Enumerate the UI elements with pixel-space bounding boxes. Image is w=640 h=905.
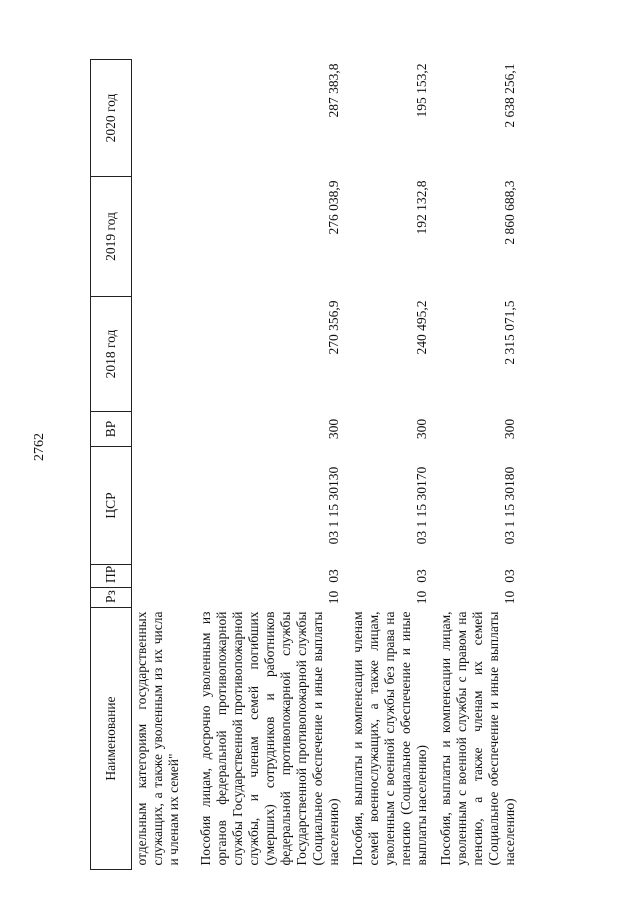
table-row <box>436 60 524 870</box>
row-name: отдельным категориям государственных служащих, а также уволенным из их числа и членам их семей" <box>134 611 181 866</box>
table-header-row <box>91 60 132 870</box>
row-csr: 03 1 15 30180 <box>501 466 517 545</box>
table-row <box>132 60 196 870</box>
row-csr <box>132 447 196 565</box>
row-rz: 10 <box>413 590 429 605</box>
row-csr: 03 1 15 30130 <box>325 466 341 545</box>
budget-table <box>90 59 524 870</box>
table-row <box>196 60 348 870</box>
header-2019: 2019 год <box>91 177 132 297</box>
rotated-page-content <box>90 60 600 870</box>
row-pr <box>132 565 196 588</box>
row-name: Пособия, выплаты и компенсации лицам, уволенным с военной службы с правом на пенсию, а также членам их семей (Социальное обеспечение и иные выплаты населению) <box>437 611 517 866</box>
table-row <box>348 60 436 870</box>
header-2018: 2018 год <box>91 297 132 412</box>
header-vr: ВР <box>91 412 132 447</box>
row-vr: 300 <box>413 418 429 440</box>
row-name: Пособия лицам, досрочно уволенным из органов федеральной противопожарной службы Государственной противопожарной службы, и членам семей погибших (умерших) сотрудников и работников федеральной противопожарной службы Государственной противопожарной службы (Социальное обеспечение и иные выплаты населению) <box>197 611 341 866</box>
header-csr: ЦСР <box>91 447 132 565</box>
row-2019 <box>132 177 196 297</box>
row-2018: 240 495,2 <box>413 300 429 355</box>
row-csr: 03 1 15 30170 <box>413 466 429 545</box>
header-pr: ПР <box>91 565 132 588</box>
row-2019: 192 132,8 <box>413 180 429 235</box>
row-2018 <box>132 297 196 412</box>
row-rz <box>132 588 196 608</box>
row-rz: 10 <box>325 590 341 605</box>
row-2020 <box>132 60 196 177</box>
row-pr: 03 <box>413 569 429 583</box>
row-2019: 276 038,9 <box>325 180 341 235</box>
row-rz: 10 <box>501 590 517 605</box>
row-vr: 300 <box>501 418 517 440</box>
row-vr <box>132 412 196 447</box>
row-2020: 2 638 256,1 <box>501 63 517 128</box>
row-pr: 03 <box>325 569 341 583</box>
row-2020: 195 153,2 <box>413 63 429 118</box>
row-vr: 300 <box>325 418 341 440</box>
row-2018: 2 315 071,5 <box>501 300 517 365</box>
header-rz: Рз <box>91 588 132 608</box>
header-2020: 2020 год <box>91 60 132 177</box>
row-2018: 270 356,9 <box>325 300 341 355</box>
page-number: 2762 <box>32 433 47 461</box>
row-2019: 2 860 688,3 <box>501 180 517 245</box>
row-name: Пособия, выплаты и компенсации членам семей военнослужащих, а также лицам, уволенным с военной службы без права на пенсию (Социальное обеспечение и иные выплаты населению) <box>349 611 429 866</box>
header-name: Наименование <box>91 608 132 870</box>
row-pr: 03 <box>501 569 517 583</box>
row-2020: 287 383,8 <box>325 63 341 118</box>
